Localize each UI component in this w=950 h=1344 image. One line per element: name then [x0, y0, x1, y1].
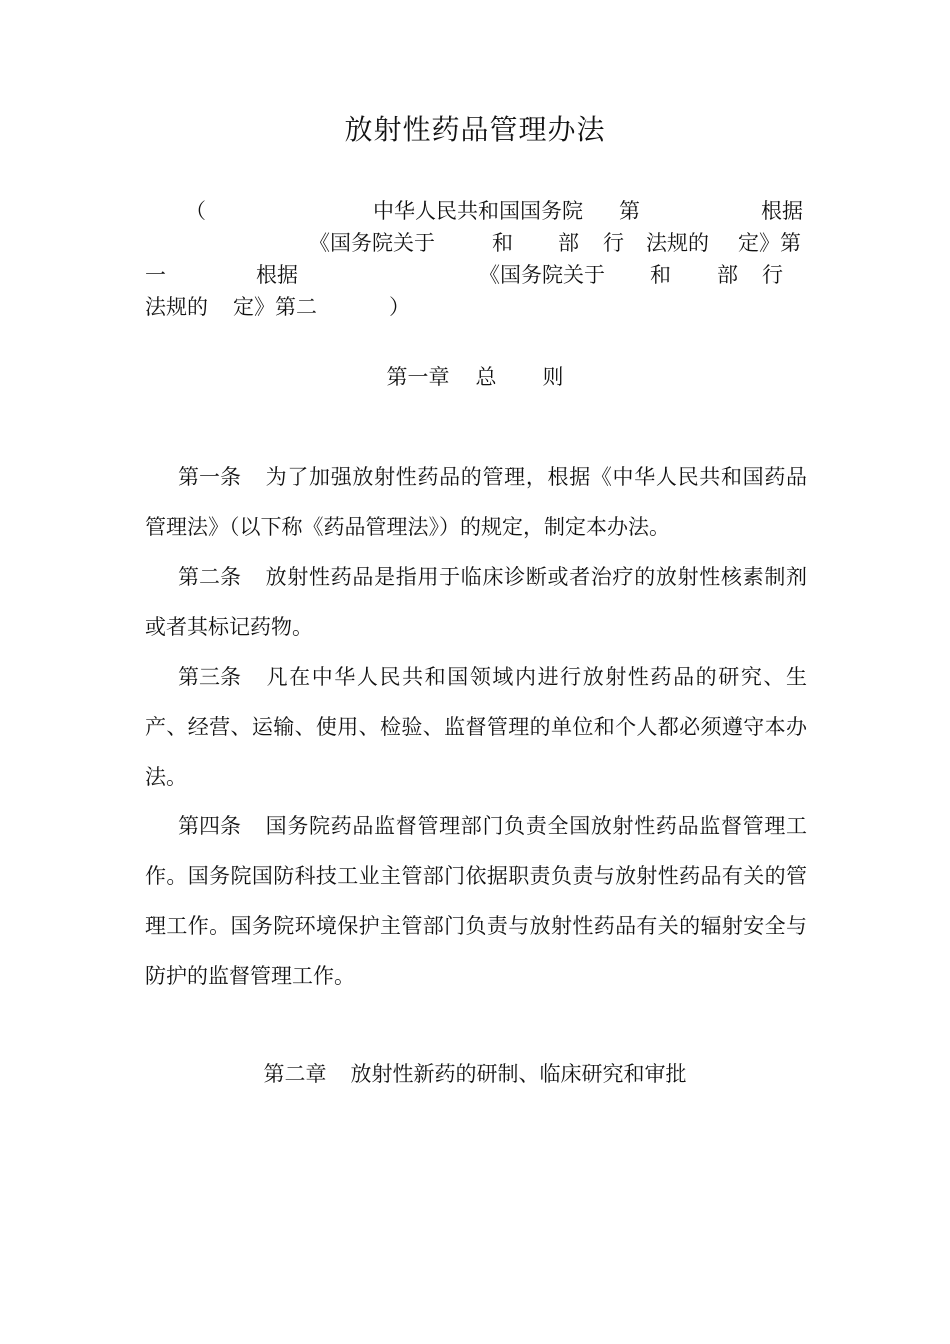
note-yi: 一: [145, 263, 166, 287]
note-genju-2: 根据: [256, 263, 298, 287]
note-bu-2: 部: [717, 263, 738, 287]
chapter-1-label: 第一章: [386, 365, 450, 389]
note-genju: 根据: [761, 199, 803, 223]
document-title: 放射性药品管理办法: [344, 113, 606, 146]
article-3: [145, 652, 807, 802]
note-issuer: 中华人民共和国国务院: [373, 199, 583, 223]
note-decision-2: 《国务院关于: [479, 263, 605, 287]
note-xing-2: 行: [762, 263, 783, 287]
note-he-2: 和: [650, 263, 671, 287]
article-text: 为了加强放射性药品的管理，根据《中华人民共和国药品管理法》（以下称《药品管理法》）的规定，制定本办法。: [145, 465, 807, 539]
note-bu: 部: [558, 231, 579, 255]
chapter-1-title-b: 则: [542, 365, 564, 389]
chapter-2-title: 放射性新药的研制、临床研究和审批: [350, 1062, 687, 1086]
chapter-2-heading: [0, 1058, 950, 1090]
note-di: 第: [619, 199, 640, 223]
note-xing: 行: [603, 231, 624, 255]
note-fagui-2: 法规的: [145, 295, 208, 319]
note-ding-di-2: 定》第二: [233, 295, 317, 319]
note-decision: 《国务院关于: [309, 231, 435, 255]
article-text: 凡在中华人民共和国领域内进行放射性药品的研究、生产、经营、运输、使用、检验、监督管理的单位和个人都必须遵守本办法。: [145, 665, 807, 789]
promulgation-note-line-3: [145, 259, 805, 291]
promulgation-note-line-4: [145, 291, 805, 323]
chapter-1-title-a: 总: [475, 365, 497, 389]
note-fagui: 法规的: [646, 231, 709, 255]
article-number: 第二条: [178, 565, 241, 589]
article-number: 第四条: [178, 814, 241, 838]
chapter-2-label: 第二章: [263, 1062, 327, 1086]
article-number: 第三条: [178, 665, 241, 689]
chapter-1-heading: [0, 361, 950, 393]
promulgation-note-line-1: [145, 195, 805, 227]
article-4: [145, 801, 807, 1001]
promulgation-note-line-2: [145, 227, 805, 259]
article-text: 放射性药品是指用于临床诊断或者治疗的放射性核素制剂或者其标记药物。: [145, 565, 807, 639]
article-number: 第一条: [178, 465, 241, 489]
note-paren-open: （: [185, 199, 206, 223]
note-paren-close: ）: [389, 295, 410, 319]
note-ding-di: 定》第: [738, 231, 801, 255]
article-text: 国务院药品监督管理部门负责全国放射性药品监督管理工作。国务院国防科技工业主管部门依据职责负责与放射性药品有关的管理工作。国务院环境保护主管部门负责与放射性药品有关的辐射安全与防护的监督管理工作。: [145, 814, 807, 988]
note-he: 和: [492, 231, 513, 255]
article-2: [145, 552, 807, 652]
article-1: [145, 452, 807, 552]
